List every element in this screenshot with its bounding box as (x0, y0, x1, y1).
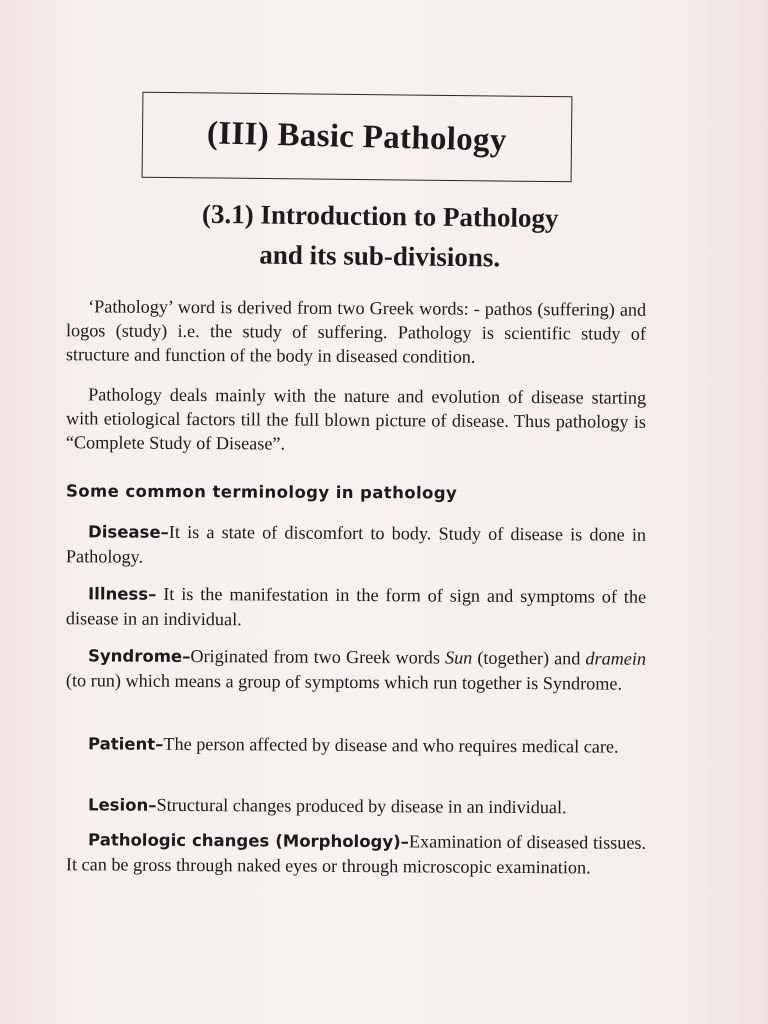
term-syndrome-word-sun: Sun (444, 647, 473, 668)
term-lesion (66, 792, 646, 821)
chapter-title: (III) Basic Pathology (206, 114, 508, 159)
term-syndrome-text-c: (to run) which means a group of symptoms which run together is Syndrome. (65, 670, 623, 694)
term-syndrome-word-dramein: dramein (585, 648, 647, 669)
terminology-heading: Some common terminology in pathology (65, 481, 458, 503)
term-disease-text: It is a state of discomfort to body. Study of disease is done in Pathology. (65, 521, 647, 567)
intro-paragraph-2 (66, 382, 646, 458)
term-illness-label: Illness– (88, 584, 157, 604)
term-disease-label: Disease– (88, 522, 169, 542)
term-illness-text: It is the manifestation in the form of sign and symptoms of the disease in an individual. (65, 583, 647, 630)
term-lesion-label: Lesion– (87, 795, 157, 815)
term-disease (66, 519, 646, 572)
term-patient-label: Patient– (87, 734, 164, 754)
term-syndrome-text-a: Originated from two Greek words (190, 645, 446, 668)
term-syndrome-text-b: (together) and (472, 647, 586, 669)
intro-paragraph-1-text: ‘Pathology’ word is derived from two Greek words: - pathos (suffering) and logos (study) i.e. the study of suffering. Pathology is scientific study of structure and function of the body in diseased condition. (65, 296, 647, 367)
term-syndrome-label: Syndrome– (88, 646, 191, 666)
intro-paragraph-2-text: Pathology deals mainly with the nature and evolution of disease starting with etiological factors till the full blown picture of disease. Thus pathology is “Complete Study of Disease”. (65, 384, 647, 454)
term-pathologic-text: Examination of diseased tissues. It can be gross through naked eyes or through microscopic examination. (65, 831, 647, 878)
chapter-title-box (142, 92, 573, 182)
term-syndrome (66, 643, 646, 696)
term-pathologic-label: Pathologic changes (Morphology)– (88, 830, 410, 852)
term-illness (66, 581, 646, 634)
term-patient-text: The person affected by disease and who requires medical care. (163, 733, 619, 757)
term-patient (66, 731, 646, 760)
section-title-line-2: and its sub-divisions. (259, 239, 501, 273)
section-title (100, 193, 661, 280)
intro-paragraph-1 (66, 294, 646, 370)
term-pathologic-changes (66, 827, 646, 880)
section-title-line-1: (3.1) Introduction to Pathology (201, 198, 559, 234)
term-lesion-text: Structural changes produced by disease in an individual. (156, 794, 567, 818)
